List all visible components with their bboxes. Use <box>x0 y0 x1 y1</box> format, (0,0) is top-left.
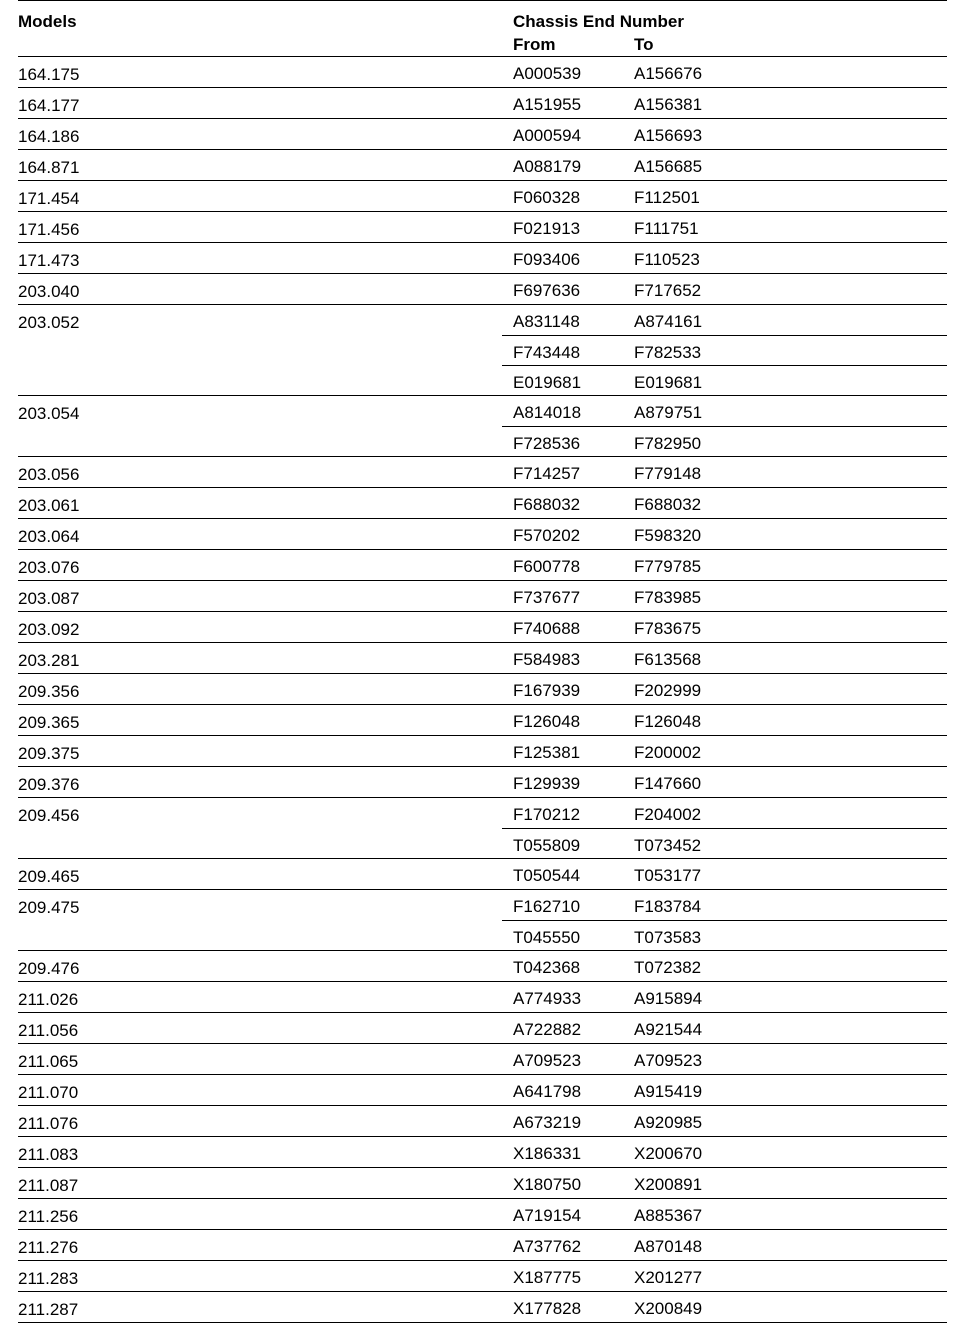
chassis-ranges <box>502 767 947 797</box>
table-row <box>18 305 947 396</box>
chassis-from: A814018 <box>513 403 582 422</box>
table-header <box>18 0 947 57</box>
chassis-range <box>502 1168 947 1198</box>
chassis-from: X177828 <box>513 1299 582 1318</box>
model-number: 164.186 <box>18 127 80 146</box>
chassis-ranges <box>502 181 947 211</box>
table-row <box>18 119 947 150</box>
chassis-from: X180750 <box>513 1175 582 1194</box>
chassis-to: A885367 <box>634 1206 703 1225</box>
chassis-to: T073452 <box>634 836 702 855</box>
chassis-range <box>502 674 947 704</box>
chassis-from: F060328 <box>513 188 581 207</box>
chassis-from: F021913 <box>513 219 581 238</box>
chassis-ranges <box>502 859 947 889</box>
chassis-to: A879751 <box>634 403 703 422</box>
chassis-from: E019681 <box>513 373 582 392</box>
chassis-to: F779148 <box>634 464 702 483</box>
chassis-range <box>502 1013 947 1043</box>
chassis-to: F783985 <box>634 588 702 607</box>
chassis-from: A774933 <box>513 989 582 1008</box>
table-row <box>18 705 947 736</box>
chassis-range <box>502 890 947 920</box>
chassis-ranges <box>502 1199 947 1229</box>
table-row <box>18 674 947 705</box>
table-row <box>18 212 947 243</box>
model-number: 164.177 <box>18 96 80 115</box>
chassis-ranges <box>502 212 947 242</box>
table-body <box>18 57 947 1323</box>
chassis-from: F125381 <box>513 743 581 762</box>
chassis-range <box>502 88 947 118</box>
chassis-range <box>502 798 947 828</box>
chassis-from: F170212 <box>513 805 581 824</box>
table-row <box>18 1230 947 1261</box>
chassis-to: T072382 <box>634 958 702 977</box>
model-number: 211.256 <box>18 1207 79 1226</box>
model-number: 211.065 <box>18 1052 79 1071</box>
chassis-to: X200891 <box>634 1175 703 1194</box>
table-row <box>18 1199 947 1230</box>
model-number: 171.454 <box>18 189 80 208</box>
model-number: 171.473 <box>18 251 80 270</box>
chassis-range <box>502 767 947 797</box>
chassis-range <box>502 243 947 273</box>
table-row <box>18 736 947 767</box>
chassis-range <box>502 457 947 487</box>
chassis-to: F779785 <box>634 557 702 576</box>
chassis-from: F697636 <box>513 281 581 300</box>
chassis-from: A000539 <box>513 64 582 83</box>
chassis-to: A870148 <box>634 1237 703 1256</box>
model-number: 211.287 <box>18 1300 79 1319</box>
model-number: 211.276 <box>18 1238 79 1257</box>
chassis-range <box>502 488 947 518</box>
model-number: 164.175 <box>18 65 80 84</box>
chassis-range <box>502 920 947 950</box>
models-column-header: Models <box>18 12 77 31</box>
model-number: 209.375 <box>18 744 80 763</box>
chassis-from: F570202 <box>513 526 581 545</box>
chassis-ranges <box>502 798 947 858</box>
chassis-to: F110523 <box>634 250 700 269</box>
chassis-range <box>502 643 947 673</box>
to-column-header: To <box>634 35 654 54</box>
table-row <box>18 396 947 457</box>
chassis-range <box>502 274 947 304</box>
table-row <box>18 1292 947 1323</box>
table-row <box>18 612 947 643</box>
model-number: 203.040 <box>18 282 80 301</box>
chassis-ranges <box>502 519 947 549</box>
chassis-range <box>502 951 947 981</box>
chassis-range <box>502 1199 947 1229</box>
chassis-range <box>502 426 947 456</box>
chassis-from: T055809 <box>513 836 581 855</box>
chassis-to: F204002 <box>634 805 702 824</box>
chassis-to: T073583 <box>634 928 702 947</box>
chassis-range <box>502 1044 947 1074</box>
chassis-to: X201277 <box>634 1268 703 1287</box>
chassis-range <box>502 581 947 611</box>
chassis-ranges <box>502 1106 947 1136</box>
table-row <box>18 1168 947 1199</box>
table-row <box>18 181 947 212</box>
table-row <box>18 859 947 890</box>
chassis-to: F202999 <box>634 681 702 700</box>
chassis-to: T053177 <box>634 866 702 885</box>
model-number: 203.056 <box>18 465 80 484</box>
model-number: 203.052 <box>18 313 80 332</box>
model-number: 211.026 <box>18 990 79 1009</box>
table-row <box>18 1137 947 1168</box>
chassis-to: F111751 <box>634 219 699 238</box>
chassis-from: A151955 <box>513 95 582 114</box>
chassis-from: A641798 <box>513 1082 582 1101</box>
chassis-ranges <box>502 1261 947 1291</box>
chassis-from: F740688 <box>513 619 581 638</box>
chassis-end-number-header: Chassis End Number <box>513 12 684 31</box>
chassis-ranges <box>502 612 947 642</box>
chassis-to: F782950 <box>634 434 702 453</box>
chassis-ranges <box>502 736 947 766</box>
chassis-to: F147660 <box>634 774 702 793</box>
chassis-to: A920985 <box>634 1113 703 1132</box>
chassis-to: F688032 <box>634 495 702 514</box>
chassis-from: A709523 <box>513 1051 582 1070</box>
chassis-to: A915894 <box>634 989 703 1008</box>
chassis-ranges <box>502 57 947 87</box>
chassis-from: A722882 <box>513 1020 582 1039</box>
chassis-to: F183784 <box>634 897 702 916</box>
table-row <box>18 581 947 612</box>
chassis-ranges <box>502 488 947 518</box>
chassis-ranges <box>502 951 947 981</box>
table-row <box>18 1261 947 1292</box>
chassis-from: F167939 <box>513 681 581 700</box>
chassis-ranges <box>502 1013 947 1043</box>
table-row <box>18 150 947 181</box>
table-row <box>18 243 947 274</box>
chassis-from: A831148 <box>513 312 580 331</box>
chassis-from: A088179 <box>513 157 582 176</box>
chassis-ranges <box>502 1168 947 1198</box>
chassis-range <box>502 396 947 426</box>
chassis-ranges <box>502 396 947 456</box>
chassis-ranges <box>502 705 947 735</box>
chassis-range <box>502 828 947 858</box>
chassis-ranges <box>502 150 947 180</box>
chassis-range <box>502 212 947 242</box>
chassis-to: A915419 <box>634 1082 703 1101</box>
chassis-from: F129939 <box>513 774 581 793</box>
chassis-ranges <box>502 88 947 118</box>
model-number: 164.871 <box>18 158 80 177</box>
chassis-ranges <box>502 674 947 704</box>
chassis-table <box>18 0 947 1323</box>
chassis-from: A719154 <box>513 1206 582 1225</box>
table-row <box>18 951 947 982</box>
chassis-range <box>502 1106 947 1136</box>
model-number: 209.376 <box>18 775 80 794</box>
chassis-ranges <box>502 890 947 950</box>
chassis-from: T050544 <box>513 866 581 885</box>
chassis-from: A673219 <box>513 1113 582 1132</box>
table-row <box>18 488 947 519</box>
chassis-range <box>502 365 947 395</box>
chassis-from: T045550 <box>513 928 581 947</box>
chassis-range <box>502 181 947 211</box>
chassis-range <box>502 612 947 642</box>
model-number: 209.365 <box>18 713 80 732</box>
table-row <box>18 1106 947 1137</box>
table-row <box>18 1013 947 1044</box>
model-number: 203.054 <box>18 404 80 423</box>
chassis-ranges <box>502 305 947 395</box>
model-number: 209.456 <box>18 806 80 825</box>
model-number: 203.061 <box>18 496 80 515</box>
chassis-range <box>502 982 947 1012</box>
chassis-range <box>502 550 947 580</box>
model-number: 211.070 <box>18 1083 79 1102</box>
chassis-range <box>502 519 947 549</box>
chassis-range <box>502 736 947 766</box>
chassis-range <box>502 119 947 149</box>
table-row <box>18 457 947 488</box>
chassis-range <box>502 305 947 335</box>
table-row <box>18 88 947 119</box>
chassis-from: F714257 <box>513 464 581 483</box>
table-row <box>18 798 947 859</box>
chassis-ranges <box>502 550 947 580</box>
chassis-to: A156676 <box>634 64 703 83</box>
model-number: 203.087 <box>18 589 80 608</box>
chassis-ranges <box>502 581 947 611</box>
table-row <box>18 550 947 581</box>
chassis-to: F598320 <box>634 526 702 545</box>
chassis-to: A156693 <box>634 126 703 145</box>
chassis-from: F126048 <box>513 712 581 731</box>
model-number: 203.092 <box>18 620 80 639</box>
chassis-from: F737677 <box>513 588 581 607</box>
model-number: 209.476 <box>18 959 80 978</box>
chassis-to: A156685 <box>634 157 703 176</box>
chassis-to: F613568 <box>634 650 702 669</box>
chassis-range <box>502 1261 947 1291</box>
chassis-from: X186331 <box>513 1144 582 1163</box>
chassis-from: F584983 <box>513 650 581 669</box>
chassis-range <box>502 705 947 735</box>
table-row <box>18 57 947 88</box>
chassis-ranges <box>502 243 947 273</box>
from-column-header: From <box>513 35 556 54</box>
chassis-from: F728536 <box>513 434 581 453</box>
chassis-to: F112501 <box>634 188 700 207</box>
chassis-from: F162710 <box>513 897 581 916</box>
model-number: 209.465 <box>18 867 80 886</box>
chassis-range <box>502 150 947 180</box>
chassis-to: F717652 <box>634 281 702 300</box>
table-row <box>18 767 947 798</box>
model-number: 211.056 <box>18 1021 79 1040</box>
chassis-from: T042368 <box>513 958 581 977</box>
chassis-ranges <box>502 457 947 487</box>
chassis-range <box>502 57 947 87</box>
model-number: 209.356 <box>18 682 80 701</box>
table-row <box>18 1075 947 1106</box>
chassis-from: F743448 <box>513 343 581 362</box>
chassis-range <box>502 1292 947 1322</box>
table-row <box>18 519 947 550</box>
chassis-ranges <box>502 1044 947 1074</box>
chassis-from: A737762 <box>513 1237 582 1256</box>
chassis-to: A709523 <box>634 1051 703 1070</box>
model-number: 211.076 <box>18 1114 79 1133</box>
chassis-to: A874161 <box>634 312 703 331</box>
chassis-to: X200670 <box>634 1144 703 1163</box>
chassis-from: F600778 <box>513 557 581 576</box>
table-row <box>18 274 947 305</box>
chassis-range <box>502 1075 947 1105</box>
chassis-ranges <box>502 274 947 304</box>
chassis-from: X187775 <box>513 1268 582 1287</box>
chassis-ranges <box>502 1075 947 1105</box>
chassis-to: X200849 <box>634 1299 703 1318</box>
chassis-range <box>502 335 947 365</box>
model-number: 211.083 <box>18 1145 79 1164</box>
chassis-range <box>502 1230 947 1260</box>
chassis-ranges <box>502 643 947 673</box>
chassis-to: F126048 <box>634 712 702 731</box>
model-number: 203.281 <box>18 651 80 670</box>
model-number: 209.475 <box>18 898 80 917</box>
chassis-ranges <box>502 982 947 1012</box>
table-row <box>18 1044 947 1075</box>
chassis-to: F782533 <box>634 343 702 362</box>
table-row <box>18 643 947 674</box>
chassis-to: F200002 <box>634 743 702 762</box>
model-number: 211.087 <box>18 1176 79 1195</box>
model-number: 211.283 <box>18 1269 79 1288</box>
model-number: 203.076 <box>18 558 80 577</box>
chassis-range <box>502 1137 947 1167</box>
chassis-ranges <box>502 119 947 149</box>
table-row <box>18 890 947 951</box>
model-number: 171.456 <box>18 220 80 239</box>
chassis-ranges <box>502 1137 947 1167</box>
model-number: 203.064 <box>18 527 80 546</box>
chassis-from: F093406 <box>513 250 581 269</box>
chassis-to: E019681 <box>634 373 703 392</box>
chassis-range <box>502 859 947 889</box>
chassis-ranges <box>502 1292 947 1322</box>
chassis-to: A156381 <box>634 95 703 114</box>
chassis-from: A000594 <box>513 126 582 145</box>
chassis-ranges <box>502 1230 947 1260</box>
table-row <box>18 982 947 1013</box>
chassis-to: F783675 <box>634 619 702 638</box>
chassis-to: A921544 <box>634 1020 703 1039</box>
chassis-from: F688032 <box>513 495 581 514</box>
